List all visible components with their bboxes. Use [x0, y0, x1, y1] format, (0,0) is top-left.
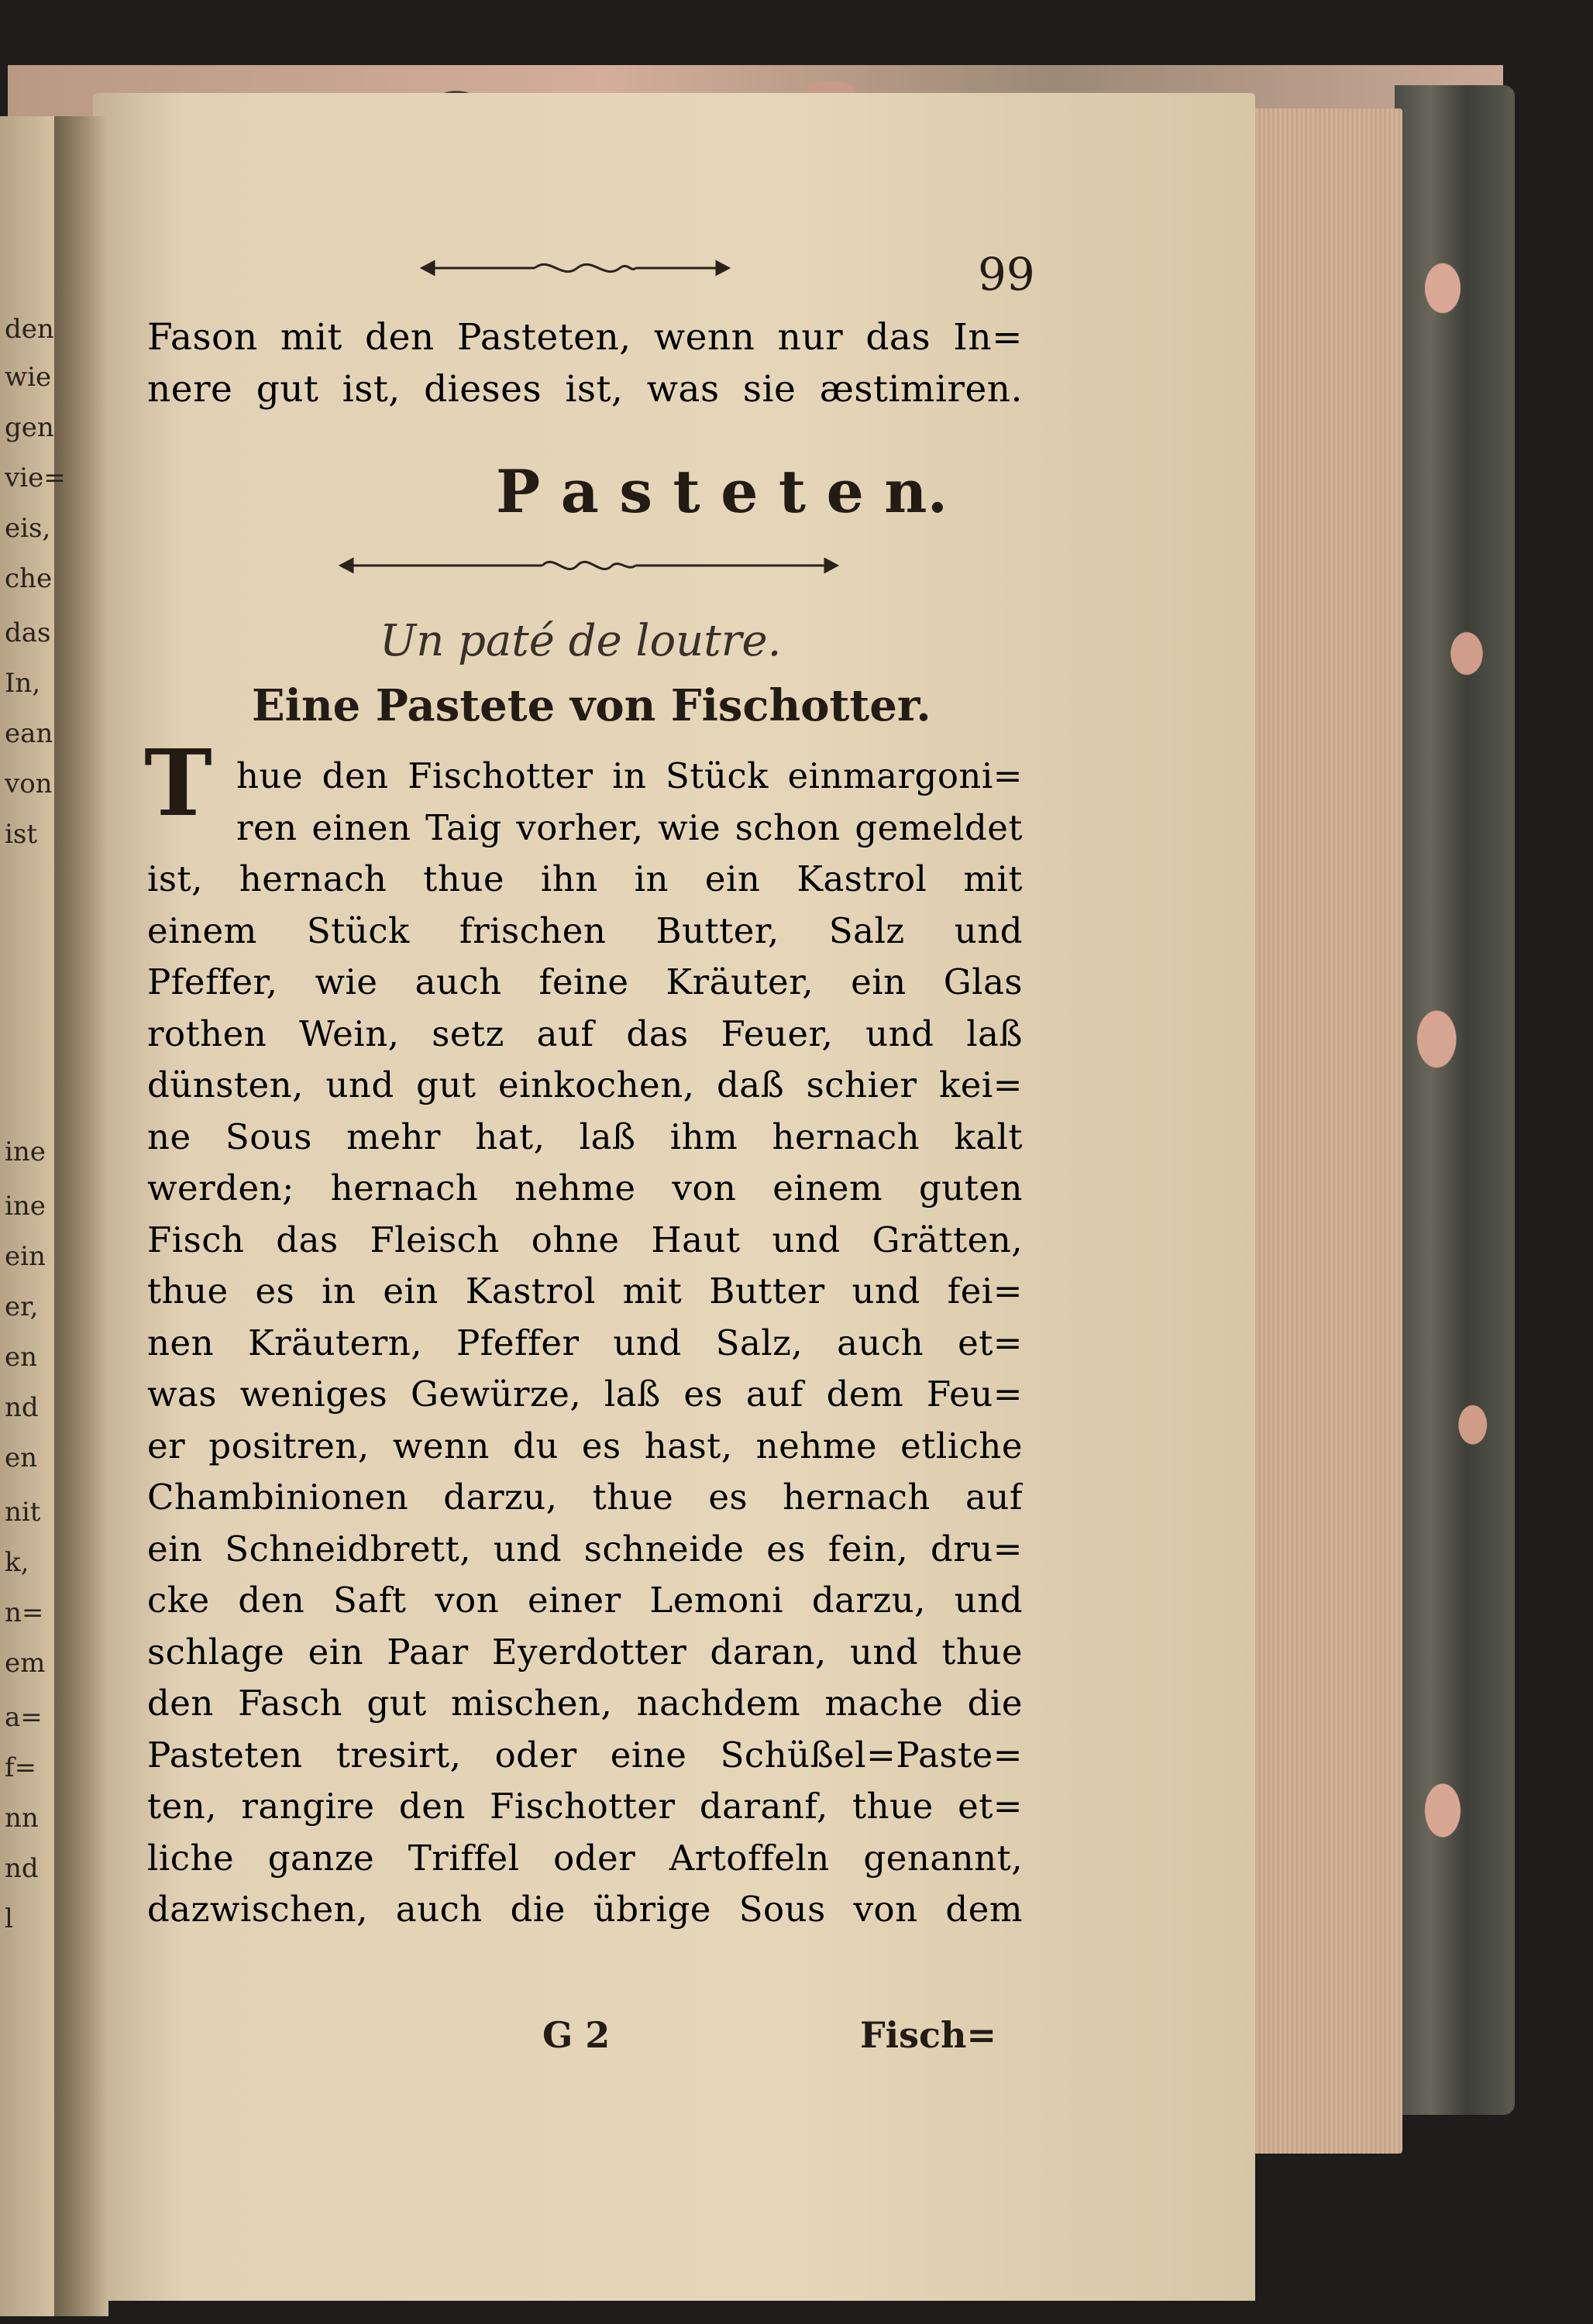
section-title: P a s t e t e n.	[496, 457, 948, 526]
facing-page-fragment: l	[5, 1903, 13, 1934]
facing-page-fragment: ein	[5, 1241, 46, 1272]
facing-page-fragment: von	[5, 768, 53, 799]
facing-page-fragment: en	[5, 1342, 38, 1373]
recipe-title-french: Un paté de loutre.	[380, 616, 782, 666]
body-line: ten, rangire den Fischotter daranf, thue et=	[147, 1786, 1023, 1827]
intro-line-2: nere gut ist, dieses ist, was sie æstimiren.	[147, 368, 1023, 411]
body-line: ein Schneidbrett, und schneide es fein, dru=	[147, 1528, 1023, 1569]
facing-page-fragment: ine	[5, 1136, 46, 1167]
facing-page-fragment: f=	[5, 1752, 37, 1783]
body-line: dazwischen, auch die übrige Sous von dem	[147, 1889, 1023, 1930]
facing-page-fragment: vie=	[5, 462, 66, 493]
intro-line-1: Fason mit den Pasteten, wenn nur das In=	[147, 316, 1023, 359]
facing-page-fragment: den	[5, 314, 54, 345]
body-line: Chambinionen darzu, thue es hernach auf	[147, 1477, 1023, 1518]
facing-page-fragment: gen	[5, 412, 54, 443]
facing-page-fragment: n=	[5, 1597, 44, 1628]
facing-page-fragment: em	[5, 1648, 46, 1679]
facing-page-fragment: nd	[5, 1392, 39, 1423]
body-line: Pfeffer, wie auch feine Kräuter, ein Glas	[147, 961, 1023, 1002]
facing-page-fragment: wie	[5, 362, 52, 393]
body-line: ne Sous mehr hat, laß ihm hernach kalt	[147, 1116, 1023, 1157]
body-line: hue den Fischotter in Stück einmargoni=	[236, 755, 1023, 796]
facing-page-fragment: ean	[5, 718, 53, 749]
drop-cap: T	[144, 729, 212, 837]
body-line: Fisch das Fleisch ohne Haut und Grätten,	[147, 1219, 1023, 1260]
body-line: liche ganze Triffel oder Artoffeln genannt,	[147, 1837, 1023, 1879]
body-line: was weniges Gewürze, laß es auf dem Feu=	[147, 1373, 1023, 1415]
body-line: er positren, wenn du es hast, nehme etliche	[147, 1425, 1023, 1466]
page-number: 99	[978, 248, 1035, 301]
facing-page-fragment: das	[5, 617, 51, 648]
marbled-cover-right	[1395, 85, 1515, 2115]
body-line: thue es in ein Kastrol mit Butter und fei=	[147, 1270, 1023, 1312]
body-line: den Fasch gut mischen, nachdem mache die	[147, 1683, 1023, 1724]
facing-page-fragment: ine	[5, 1191, 46, 1222]
body-line: cke den Saft von einer Lemoni darzu, und	[147, 1580, 1023, 1621]
book-gutter	[54, 116, 108, 2316]
body-line: Pasteten tresirt, oder eine Schüßel=Paste=	[147, 1734, 1023, 1776]
signature-mark: G 2	[542, 2014, 611, 2056]
facing-page-fragment: er,	[5, 1291, 39, 1322]
body-line: nen Kräutern, Pfeffer und Salz, auch et=	[147, 1322, 1023, 1363]
body-line: werden; hernach nehme von einem guten	[147, 1167, 1023, 1208]
recipe-title-german: Eine Pastete von Fischotter.	[252, 680, 931, 731]
facing-page-fragment: en	[5, 1442, 38, 1473]
body-line: schlage ein Paar Eyerdotter daran, und thue	[147, 1631, 1023, 1673]
facing-page-fragment: che	[5, 563, 53, 594]
body-line: ist, hernach thue ihn in ein Kastrol mit	[147, 858, 1023, 899]
facing-page-fragment: k,	[5, 1547, 29, 1578]
facing-page-fragment: nn	[5, 1803, 39, 1834]
page-block-edge	[1232, 108, 1402, 2154]
facing-page-fragment: eis,	[5, 513, 51, 544]
facing-page-fragment: a=	[5, 1702, 43, 1733]
facing-page-fragment: nd	[5, 1853, 39, 1884]
facing-page-fragment: In,	[5, 668, 41, 699]
body-line: ren einen Taig vorher, wie schon gemeldet	[236, 806, 1023, 848]
body-line: dünsten, und gut einkochen, daß schier kei=	[147, 1064, 1023, 1105]
catchword: Fisch=	[860, 2014, 997, 2056]
facing-page-fragment: nit	[5, 1497, 41, 1528]
facing-page-fragment: ist	[5, 819, 37, 850]
body-line: rothen Wein, setz auf das Feuer, und laß	[147, 1012, 1023, 1054]
body-line: einem Stück frischen Butter, Salz und	[147, 909, 1023, 951]
